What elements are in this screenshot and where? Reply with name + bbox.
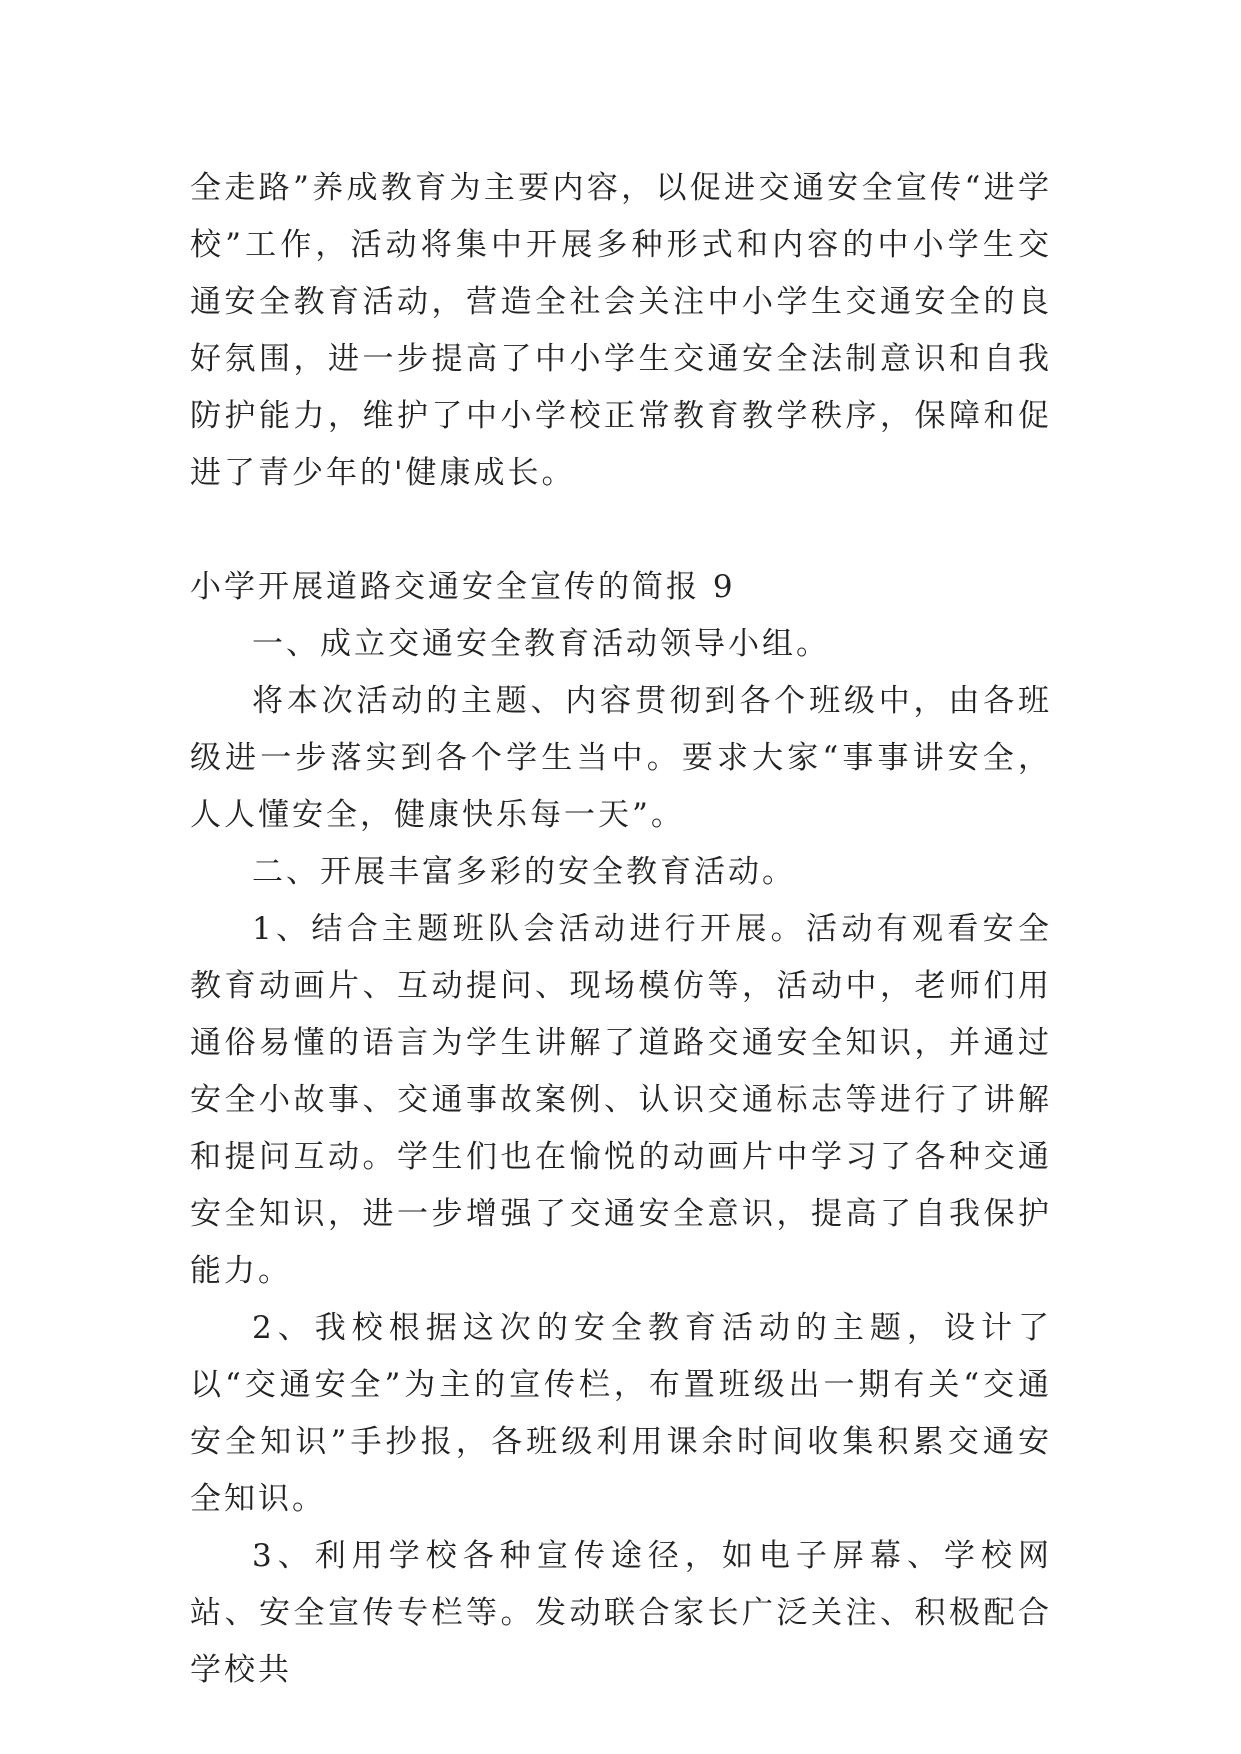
paragraph-item-2: 2、我校根据这次的安全教育活动的主题，设计了以“交通安全”为主的宣传栏，布置班级出一期有关“交通安全知识”手抄报，各班级利用课余时间收集积累交通安全知识。 <box>190 1310 1052 1517</box>
paragraph-item-1: 1、结合主题班队会活动进行开展。活动有观看安全教育动画片、互动提问、现场模仿等，活动中，老师们用通俗易懂的语言为学生讲解了道路交通安全知识，并通过安全小故事、交通事故案例、认识交通标志等进行了讲解和提问互动。学生们也在愉悦的动画片中学习了各种交通安全知识，进一步增强了交通安全意识，提高了自我保护能力。 <box>190 911 1052 1289</box>
section-title: 小学开展道路交通安全宣传的简报 9 <box>190 569 736 605</box>
heading-leadership-group: 一、成立交通安全教育活动领导小组。 <box>252 626 830 662</box>
paragraph-item-3: 3、利用学校各种宣传途径，如电子屏幕、学校网站、安全宣传专栏等。发动联合家长广泛关注、积极配合学校共 <box>190 1538 1052 1688</box>
paragraph-class-implementation: 将本次活动的主题、内容贯彻到各个班级中，由各班级进一步落实到各个学生当中。要求大家“事事讲安全，人人懂安全，健康快乐每一天”。 <box>190 683 1052 833</box>
intro-paragraph: 全走路”养成教育为主要内容，以促进交通安全宣传“进学校”工作，活动将集中开展多种形式和内容的中小学生交通安全教育活动，营造全社会关注中小学生交通安全的良好氛围，进一步提高了中小学生交通安全法制意识和自我防护能力，维护了中小学校正常教育教学秩序，保障和促进了青少年的'健康成长。 <box>190 170 1052 491</box>
document-body <box>190 160 1052 1699</box>
heading-activities: 二、开展丰富多彩的安全教育活动。 <box>252 854 796 890</box>
